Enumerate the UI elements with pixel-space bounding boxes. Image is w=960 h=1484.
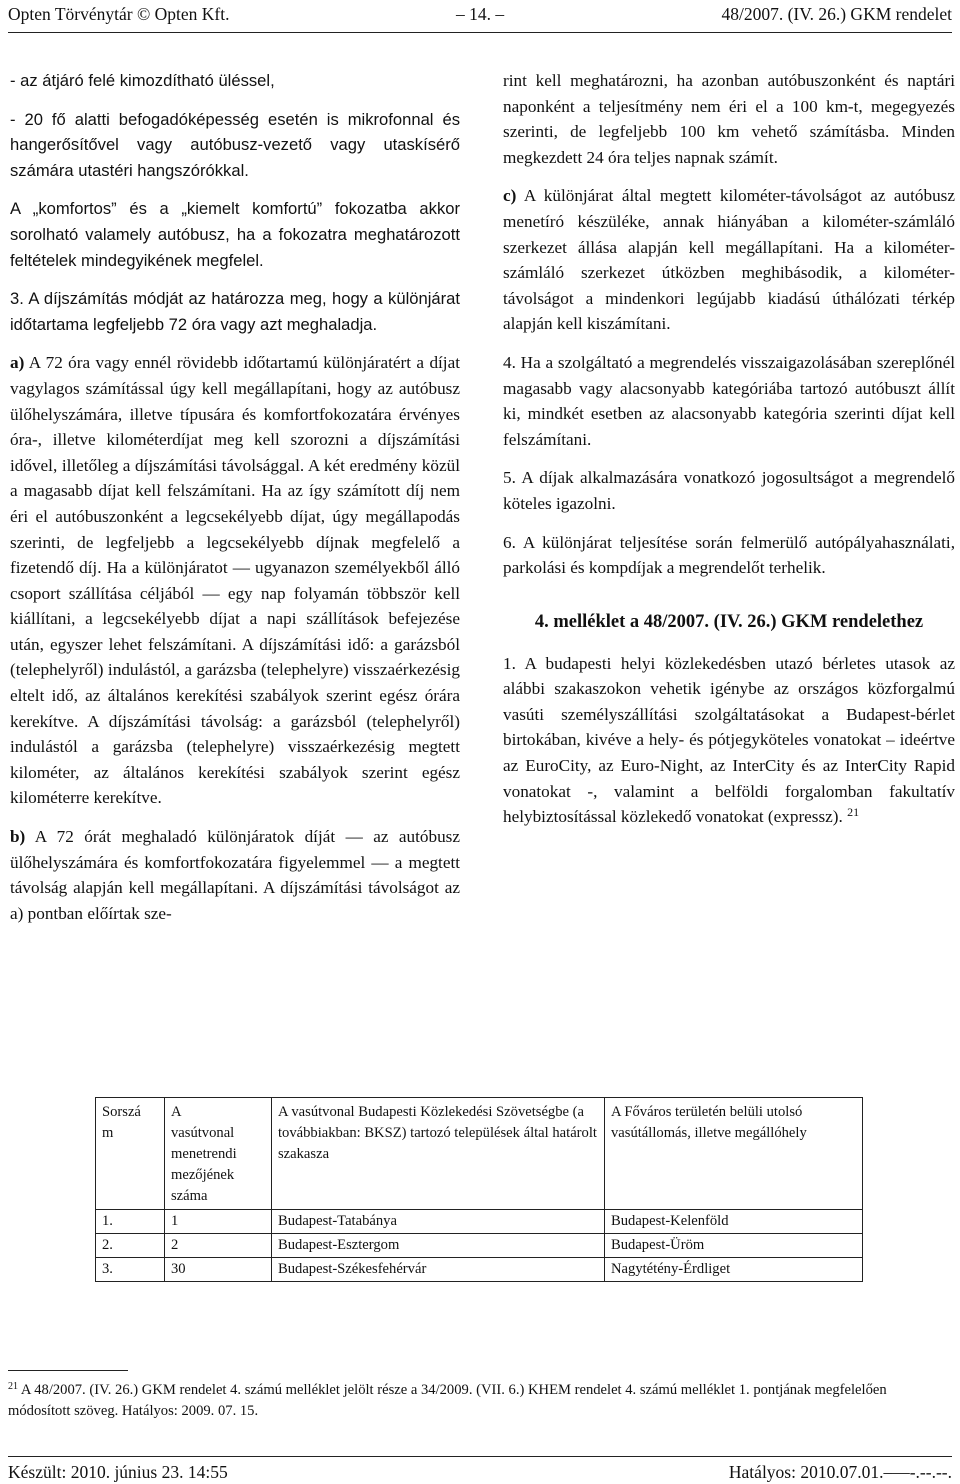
table-cell: Budapest-Kelenföld — [605, 1210, 863, 1234]
header-page-number: – 14. – — [455, 4, 505, 24]
paragraph: - 20 fő alatti befogadóképesség esetén is mikrofonnal és hangerősítővel vagy autóbusz-vezető vagy utaskísérő számára utastéri hangszórókkal. — [10, 109, 460, 180]
item-text: A 72 óra vagy ennél rövidebb időtartamú különjáratért a díjat vagylagos számítással úgy kell megállapítani, hogy az autóbusz ülőhelyszámára, illetve típusára és komfortfokozatára érvényes óra-, illetve kilométerdíjat meg kell szorozni a díjszámítási idővel, illetőleg a díjszámítási távolsággal. A két eredmény közül a magasabb díjat kell felszámítani. Ha az így számított díj nem éri el autóbuszonként a legcsekélyebb díjat, úgy megállapodás szerinti, de legfeljebb a legcsekélyebb díjnak megfelelő a fizetendő díj. Ha a különjáratot — ugyanazon személyekből álló csoport szállítása céljából — egy nap folyamán többször kell kiállítani, a legcsekélyebb díjat a napi szállítások befejezése után, egyszer lehet felszámítani. A díjszámítási idő: a garázsból (telephelyről) indulástól, a garázsba (telephelyre) visszaérkezésig eltelt idő, az általános kerekítési szabályok szerint egész órára kerekítve. A díjszámítási távolság: a garázsból (telephelyről) indulástól a garázsba (telephelyre) visszaérkezésig megtett kilométer, az általános kerekítési szabályok szerint egész kilométerre kerekítve. — [10, 353, 460, 808]
footer-created: Készült: 2010. június 23. 14:55 — [8, 1462, 228, 1482]
left-column — [10, 68, 460, 939]
header-sorszam: Sorszám — [102, 1104, 141, 1141]
table-cell: 30 — [165, 1258, 272, 1282]
paragraph: A „komfortos” és a „kiemelt komfortú” fokozatba akkor sorolható valamely autóbusz, ha a fokozatra meghatározott feltételek mindegyikének megfelel. — [10, 199, 460, 270]
table-header-row — [96, 1098, 863, 1210]
paragraph: 3. A díjszámítás módját az határozza meg, hogy a különjárat időtartama legfeljebb 72 óra vagy azt meghaladja. — [10, 289, 460, 334]
item-label: b) — [10, 827, 26, 847]
table-cell: 2. — [96, 1234, 165, 1258]
header-menetrendi-mezo: A vasútvonal menetrendi mezőjének száma — [171, 1104, 237, 1204]
table-cell: Budapest-Tatabánya — [272, 1210, 605, 1234]
table-cell: 1 — [165, 1210, 272, 1234]
paragraph: 4. Ha a szolgáltató a megrendelés visszaigazolásában szereplőnél magasabb vagy alacsonyabb kategóriába tartozó autóbuszt állít ki, mindkét esetben az alacsonyabb kategória szerinti díjat kell felszámítani. — [503, 352, 955, 449]
table-header-cell: A vasútvonal Budapesti Közlekedési Szövetségbe (a továbbiakban: BKSZ) tartozó települések által határolt szakasza — [272, 1098, 605, 1210]
footnote-number: 21 — [8, 1381, 18, 1392]
page-header — [8, 4, 952, 32]
item-label: c) — [503, 186, 517, 206]
item-text: A 72 órát meghaladó különjáratok díját — az autóbusz ülőhelyszámára és komfortfokozatára figyelemmel — a megtett távolság alapján kell megállapítani. A díjszámítási távolságot az a) pontban előírtak sze- — [10, 827, 460, 923]
table-cell: Budapest-Üröm — [605, 1234, 863, 1258]
right-column — [503, 68, 955, 843]
table-row — [96, 1210, 863, 1234]
table-cell: Budapest-Esztergom — [272, 1234, 605, 1258]
paragraph: rint kell meghatározni, ha azonban autóbuszonként és naptári naponként a teljesítmény nem éri el a 100 km-t, megegyezés szerinti, de legfeljebb 100 km vehető számításba. Minden megkezdett 24 óra teljes napnak számít. — [503, 71, 955, 167]
paragraph: - az átjáró felé kimozdítható üléssel, — [10, 71, 275, 90]
table-cell: 1. — [96, 1210, 165, 1234]
footnote-rule — [8, 1370, 128, 1371]
footnote-reference[interactable]: 21 — [847, 805, 860, 820]
footer-rule — [8, 1456, 952, 1457]
item-text: A különjárat által megtett kilométer-távolságot az autóbusz menetíró készüléke, annak hiányában a kilométer-számláló szerkezet állása alapján kell megállapítani. Ha a kilométer-számláló szerkezet útközben meghibásodik, a kilométer-távolságot a mindenkori legújabb kiadású úthálózati térkép alapján kell kiszámítani. — [503, 186, 955, 334]
paragraph-b — [10, 824, 460, 926]
header-source: Opten Törvénytár © Opten Kft. — [8, 4, 230, 24]
table-row — [96, 1234, 863, 1258]
item-label: a) — [10, 353, 25, 373]
table-header-cell — [165, 1098, 272, 1210]
table-header-cell: A Főváros területén belüli utolsó vasútállomás, illetve megállóhely — [605, 1098, 863, 1210]
footer-effective: Hatályos: 2010.07.01.–—-.--.--. — [728, 1462, 952, 1482]
paragraph — [503, 651, 955, 830]
paragraph: 5. A díjak alkalmazására vonatkozó jogosultságot a megrendelő köteles igazolni. — [503, 468, 955, 513]
paragraph: 6. A különjárat teljesítése során felmerülő autópályahasználati, parkolási és kompdíjak a megrendelőt terhelik. — [503, 532, 955, 578]
table-cell: 2 — [165, 1234, 272, 1258]
table-header-cell — [96, 1098, 165, 1210]
table-cell: 3. — [96, 1258, 165, 1282]
table-cell: Budapest-Székesfehérvár — [272, 1258, 605, 1282]
header-rule — [8, 32, 952, 33]
footnote — [8, 1380, 952, 1422]
table-row — [96, 1258, 863, 1282]
table-cell: Nagytétény-Érdliget — [605, 1258, 863, 1282]
item-text: 1. A budapesti helyi közlekedésben utazó bérletes utasok az alábbi szakaszokon vehetik igénybe az országos közforgalmú vasúti személyszállítási szolgáltatásokat a Budapest-bérlet birtokában, kivéve a hely- és pótjegyköteles vonatokat – ideértve az EuroCity, az Euro-Night, az InterCity és az InterCity Rapid vonatokat -, valamint a belföldi forgalomban fakultatív helybiztosítással közlekedő vonatokat (expressz). — [503, 653, 955, 827]
paragraph-a — [10, 350, 460, 811]
railway-sections-table — [95, 1097, 863, 1282]
header-law-title: 48/2007. (IV. 26.) GKM rendelet — [721, 4, 952, 24]
footnote-text: A 48/2007. (IV. 26.) GKM rendelet 4. számú melléklet jelölt része a 34/2009. (VII. 6.) KHEM rendelet 4. számú melléklet 1. pontjának megfelelően módosított szöveg. Hatályos: 2009. 07. 15. — [8, 1382, 887, 1419]
paragraph-c — [503, 183, 955, 337]
section-heading: 4. melléklet a 48/2007. (IV. 26.) GKM rendelethez — [534, 611, 924, 632]
